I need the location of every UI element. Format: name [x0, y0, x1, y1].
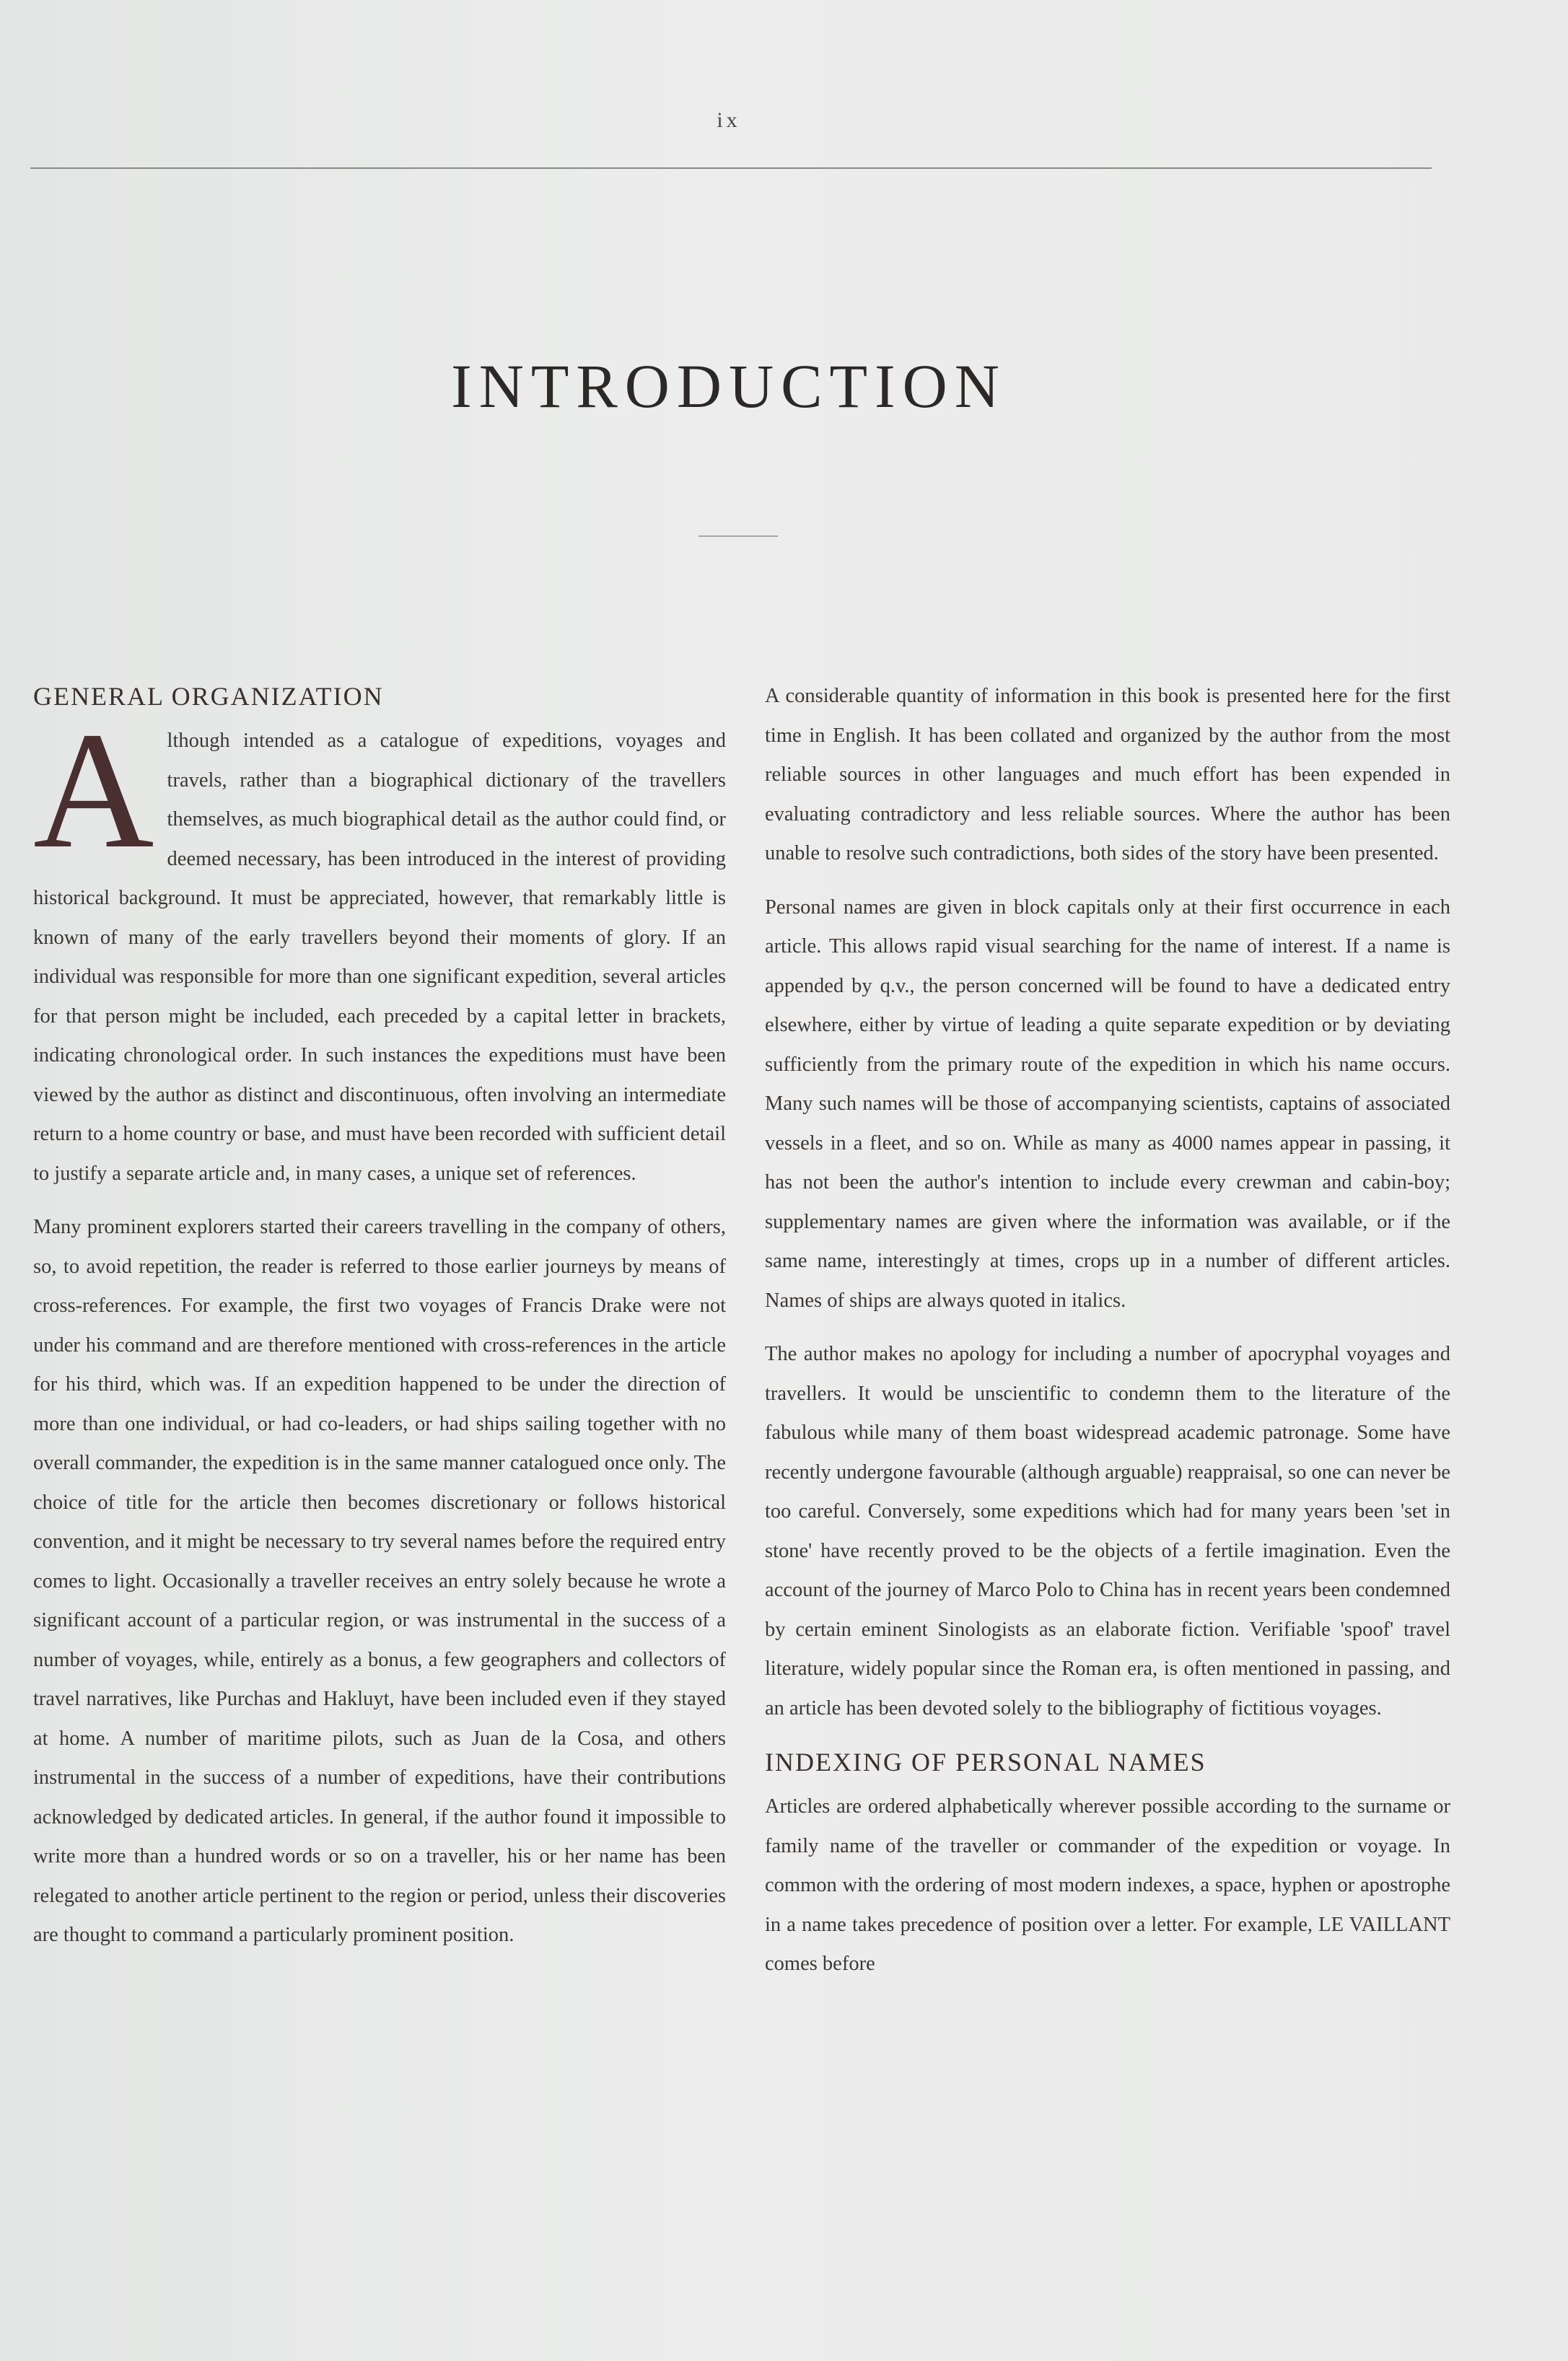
page-number: ix — [717, 108, 741, 132]
paragraph: Articles are ordered alphabetically wherever possible according to the surname or family name of the traveller or commander of the expedition or voyage. In common with the ordering of most modern indexes, a space, hyphen or apostrophe in a name takes precedence of position over a letter. For example, LE VAILLANT comes before — [765, 1795, 1450, 1975]
paragraph — [33, 698, 726, 1193]
section-heading-indexing-of-personal-names: INDEXING OF PERSONAL NAMES — [765, 1748, 1206, 1777]
left-column — [33, 677, 726, 1970]
chapter-title: INTRODUCTION — [451, 351, 1007, 421]
drop-cap: A — [33, 698, 154, 883]
paragraph: The author makes no apology for including a number of apocryphal voyages and travellers. It would be unscientific to condemn them to the literature of the fabulous while many of them boast widespread academic patronage. Some have recently undergone favourable (although arguable) reappraisal, so one can never be too careful. Conversely, some expeditions which had for many years been 'set in stone' have recently proved to be the objects of a fertile imagination. Even the account of the journey of Marco Polo to China has in recent years been condemned by certain eminent Sinologists as an elaborate fiction. Verifiable 'spoof' travel literature, widely popular since the Roman era, is often mentioned in passing, and an article has been devoted solely to the bibliography of fictitious voyages. — [765, 1343, 1450, 1720]
paragraph: Many prominent explorers started their careers travelling in the company of others, so, to avoid repetition, the reader is referred to those earlier journeys by means of cross-references. For example, the first two voyages of Francis Drake were not under his command and are therefore mentioned with cross-references in the article for his third, which was. If an expedition happened to be under the direction of more than one individual, or had co-leaders, or had ships sailing together with no overall commander, the expedition is in the same manner catalogued once only. The choice of title for the article then becomes discretionary or follows historical convention, and it might be necessary to try several names before the required entry comes to light. Occasionally a traveller receives an entry solely because he wrote a significant account of a particular region, or was instrumental in the success of a number of voyages, while, entirely as a bonus, a few geographers and collectors of travel narratives, like Purchas and Hakluyt, have been included even if they stayed at home. A number of maritime pilots, such as Juan de la Cosa, and others instrumental in the success of a number of expeditions, have their contributions acknowledged by dedicated articles. In general, if the author found it impossible to write more than a hundred words or so on a traveller, his or her name has been relegated to another article pertinent to the region or period, unless their discoveries are thought to command a particularly prominent position. — [33, 1216, 726, 1946]
paragraph: Personal names are given in block capitals only at their first occurrence in each article. This allows rapid visual searching for the name of interest. If a name is appended by q.v., the person concerned will be found to have a dedicated entry elsewhere, either by virtue of leading a quite separate expedition or by deviating sufficiently from the primary route of the expedition in which his name occurs. Many such names will be those of accompanying scientists, captains of associated vessels in a fleet, and so on. While as many as 4000 names appear in passing, it has not been the author's intention to include every crewman and cabin-boy; supplementary names are given where the information was available, or if the same name, interestingly at times, crops up in a number of different articles. Names of ships are always quoted in italics. — [765, 895, 1450, 1312]
header-rule — [30, 167, 1432, 169]
title-ornament-rule — [698, 535, 778, 537]
paragraph-text: lthough intended as a catalogue of expeditions, voyages and travels, rather than a biographical dictionary of the travellers themselves, as much biographical detail as the author could find, or deemed necessary, has been introduced in the interest of providing historical background. It must be appreciated, however, that remarkably little is known of many of the early travellers beyond their moments of glory. If an individual was responsible for more than one significant expedition, several articles for that person might be included, each preceded by a capital letter in brackets, indicating chronological order. In such instances the expeditions must have been viewed by the author as distinct and discontinuous, often involving an intermediate return to a home country or base, and must have been recorded with sufficient detail to justify a separate article and, in many cases, a unique set of references. — [33, 730, 726, 1185]
paragraph: A considerable quantity of information in this book is presented here for the first time in English. It has been collated and organized by the author from the most reliable sources in other languages and much effort has been expended in evaluating contradictory and less reliable sources. Where the author has been unable to resolve such contradictions, both sides of the story have been presented. — [765, 685, 1450, 864]
right-column — [765, 677, 1450, 1999]
section-heading-general-organization: GENERAL ORGANIZATION — [33, 682, 384, 711]
